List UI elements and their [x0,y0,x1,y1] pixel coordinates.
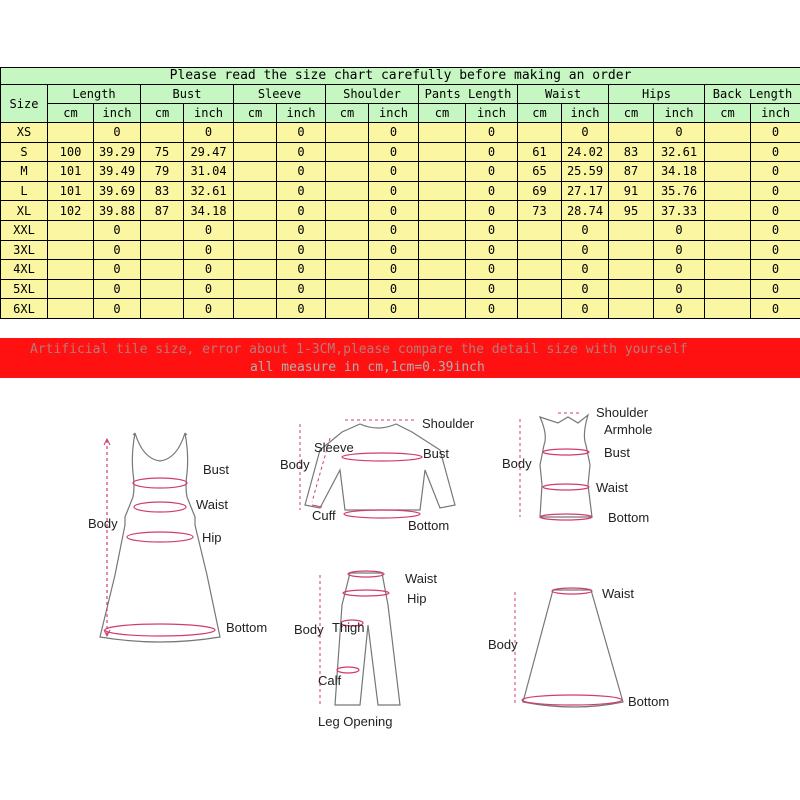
dress-hip-label: Hip [202,530,222,545]
value-cell: 0 [277,240,326,260]
value-cell [234,260,277,280]
size-cell: XXL [1,220,48,240]
value-cell: 0 [751,162,800,182]
value-cell: 0 [184,279,234,299]
value-cell: 0 [277,299,326,319]
value-cell [705,123,751,143]
value-cell: 0 [751,201,800,221]
value-cell [234,162,277,182]
value-cell: 83 [141,181,184,201]
value-cell [326,123,369,143]
value-cell: 0 [562,123,609,143]
table-row [1,181,800,201]
value-cell [326,142,369,162]
value-cell [234,299,277,319]
value-cell [609,240,654,260]
dress-waist-label: Waist [196,497,229,512]
value-cell [419,181,466,201]
value-cell [705,162,751,182]
value-cell: 0 [654,123,705,143]
value-cell: 0 [466,142,518,162]
dress-bottom-label: Bottom [226,620,268,635]
size-cell: 4XL [1,260,48,280]
value-cell [141,260,184,280]
value-cell: 0 [277,279,326,299]
dress-bottom-line [105,624,215,636]
value-cell: 0 [562,220,609,240]
unit-cm-0: cm [48,104,94,123]
value-cell [518,123,562,143]
value-cell [234,181,277,201]
value-cell: 0 [466,162,518,182]
value-cell: 0 [654,240,705,260]
value-cell: 31.04 [184,162,234,182]
value-cell: 87 [609,162,654,182]
value-cell: 0 [184,240,234,260]
value-cell [326,240,369,260]
value-cell [609,123,654,143]
value-cell: 0 [751,142,800,162]
value-cell: 0 [466,201,518,221]
value-cell: 95 [609,201,654,221]
value-cell: 0 [751,299,800,319]
value-cell: 0 [184,260,234,280]
value-cell [705,240,751,260]
vest-outline [540,415,592,517]
value-cell: 101 [48,181,94,201]
value-cell [48,279,94,299]
value-cell: 32.61 [184,181,234,201]
value-cell [419,142,466,162]
value-cell: 0 [94,240,141,260]
top-body-label: Body [280,457,310,472]
value-cell: 0 [654,260,705,280]
value-cell [419,220,466,240]
value-cell [326,220,369,240]
vest-waist-line [543,484,589,490]
value-cell [326,260,369,280]
skirt-bottom-line [522,695,622,705]
header-shoulder: Shoulder [326,85,419,104]
skirt-waist-line [552,588,592,594]
value-cell: 0 [94,279,141,299]
unit-cm-2: cm [234,104,277,123]
value-cell [141,123,184,143]
top-bust-line [342,453,422,461]
size-cell: 6XL [1,299,48,319]
unit-cm-6: cm [609,104,654,123]
table-row [1,260,800,280]
unit-inch-0: inch [94,104,141,123]
top-sleeve-label: Sleeve [314,440,354,455]
top-bottom-line [344,510,420,518]
value-cell [326,299,369,319]
value-cell [705,260,751,280]
value-cell [609,279,654,299]
value-cell [326,181,369,201]
value-cell [419,123,466,143]
skirt-bottom-label: Bottom [628,694,670,709]
value-cell: 0 [369,142,419,162]
value-cell: 61 [518,142,562,162]
header-pants-length: Pants Length [419,85,518,104]
value-cell: 0 [277,201,326,221]
value-cell: 0 [466,299,518,319]
value-cell: 0 [277,220,326,240]
unit-cm-1: cm [141,104,184,123]
value-cell: 0 [369,240,419,260]
dress-bust-line [133,478,187,488]
top-shoulder-label: Shoulder [422,416,475,431]
value-cell [141,299,184,319]
value-cell [518,240,562,260]
dress-hip-line [127,532,193,542]
unit-cm-7: cm [705,104,751,123]
value-cell: 0 [94,123,141,143]
value-cell [141,240,184,260]
header-waist: Waist [518,85,609,104]
value-cell: 0 [562,279,609,299]
value-cell [234,201,277,221]
measurement-note [0,338,800,378]
dress-waist-line [134,502,186,512]
value-cell: 0 [277,181,326,201]
value-cell: 0 [562,299,609,319]
value-cell [48,299,94,319]
value-cell [705,220,751,240]
value-cell: 0 [466,240,518,260]
value-cell: 0 [369,123,419,143]
value-cell [234,220,277,240]
value-cell: 0 [751,181,800,201]
vest-waist-label: Waist [596,480,629,495]
value-cell: 37.33 [654,201,705,221]
value-cell: 29.47 [184,142,234,162]
table-row [1,201,800,221]
top-outline [305,424,455,510]
value-cell: 0 [562,240,609,260]
size-cell: L [1,181,48,201]
skirt-body-label: Body [488,637,518,652]
header-sleeve: Sleeve [234,85,326,104]
value-cell: 0 [277,162,326,182]
value-cell [234,142,277,162]
value-cell [705,142,751,162]
value-cell: 0 [751,220,800,240]
pants-diagram [300,565,425,715]
value-cell [419,279,466,299]
value-cell [234,240,277,260]
value-cell: 39.69 [94,181,141,201]
pants-thigh-label: Thigh [332,620,365,635]
value-cell [705,181,751,201]
size-cell: XS [1,123,48,143]
value-cell: 0 [94,260,141,280]
header-bust: Bust [141,85,234,104]
value-cell: 0 [277,260,326,280]
top-cuff-label: Cuff [312,508,336,523]
chart-title: Please read the size chart carefully before making an order [1,68,800,85]
value-cell [234,279,277,299]
pants-waist-label: Waist [405,571,438,586]
value-cell: 0 [751,279,800,299]
unit-inch-3: inch [369,104,419,123]
value-cell [48,220,94,240]
header-length: Length [48,85,141,104]
value-cell: 27.17 [562,181,609,201]
value-cell: 32.61 [654,142,705,162]
value-cell: 0 [562,260,609,280]
size-cell: XL [1,201,48,221]
vest-bottom-label: Bottom [608,510,650,525]
value-cell [419,201,466,221]
value-cell: 0 [654,279,705,299]
table-row [1,299,800,319]
table-row [1,279,800,299]
vest-bust-label: Bust [604,445,631,460]
value-cell: 0 [466,279,518,299]
value-cell: 100 [48,142,94,162]
pants-waist-line [348,571,384,577]
value-cell [419,260,466,280]
unit-inch-1: inch [184,104,234,123]
value-cell: 0 [466,123,518,143]
value-cell [419,299,466,319]
unit-cm-5: cm [518,104,562,123]
header-back-length: Back Length [705,85,800,104]
value-cell [609,220,654,240]
value-cell: 0 [94,299,141,319]
table-row [1,123,800,143]
value-cell: 35.76 [654,181,705,201]
value-cell: 0 [369,279,419,299]
table-row [1,220,800,240]
value-cell: 0 [654,299,705,319]
size-column-header: Size [1,85,48,123]
value-cell: 0 [369,201,419,221]
top-bust-label: Bust [423,446,450,461]
value-cell: 87 [141,201,184,221]
value-cell [48,240,94,260]
value-cell: 34.18 [184,201,234,221]
value-cell: 0 [751,240,800,260]
table-row [1,240,800,260]
value-cell [326,162,369,182]
skirt-waist-label: Waist [602,586,635,601]
value-cell: 0 [654,220,705,240]
value-cell [48,123,94,143]
top-bottom-label: Bottom [408,518,450,533]
size-cell: S [1,142,48,162]
value-cell: 39.49 [94,162,141,182]
dress-body-label: Body [88,516,118,531]
value-cell: 0 [751,123,800,143]
value-cell: 73 [518,201,562,221]
value-cell: 0 [184,220,234,240]
value-cell [419,162,466,182]
value-cell: 0 [184,123,234,143]
note-line-2: all measure in cm,1cm=0.39inch [250,360,485,375]
value-cell: 0 [369,299,419,319]
unit-inch-7: inch [751,104,800,123]
value-cell: 0 [369,220,419,240]
value-cell: 0 [184,299,234,319]
value-cell: 0 [277,123,326,143]
value-cell [141,279,184,299]
unit-cm-4: cm [419,104,466,123]
value-cell: 28.74 [562,201,609,221]
value-cell [419,240,466,260]
value-cell: 101 [48,162,94,182]
value-cell: 79 [141,162,184,182]
table-row [1,142,800,162]
value-cell [705,299,751,319]
skirt-outline [523,590,623,707]
value-cell: 0 [466,181,518,201]
vest-shoulder-label: Shoulder [596,405,649,420]
value-cell: 24.02 [562,142,609,162]
value-cell: 39.29 [94,142,141,162]
header-hips: Hips [609,85,705,104]
size-cell: 5XL [1,279,48,299]
unit-inch-5: inch [562,104,609,123]
size-cell: 3XL [1,240,48,260]
vest-bust-line [543,449,589,455]
value-cell: 75 [141,142,184,162]
value-cell [705,279,751,299]
value-cell: 65 [518,162,562,182]
unit-inch-2: inch [277,104,326,123]
value-cell [48,260,94,280]
value-cell [518,220,562,240]
table-row [1,162,800,182]
note-line-1: Artificial tile size, error about 1-3CM,please compare the detail size with yourself [30,342,688,357]
pants-hip-label: Hip [407,591,427,606]
value-cell: 69 [518,181,562,201]
value-cell: 0 [369,162,419,182]
value-cell [609,260,654,280]
value-cell [326,279,369,299]
value-cell [518,260,562,280]
value-cell: 0 [466,260,518,280]
size-cell: M [1,162,48,182]
unit-cm-3: cm [326,104,369,123]
value-cell: 0 [277,142,326,162]
value-cell: 25.59 [562,162,609,182]
value-cell: 34.18 [654,162,705,182]
unit-inch-6: inch [654,104,705,123]
value-cell: 102 [48,201,94,221]
value-cell [609,299,654,319]
value-cell: 0 [751,260,800,280]
value-cell [141,220,184,240]
size-table [0,67,800,319]
value-cell [234,123,277,143]
pants-calf-label: Calf [318,673,342,688]
value-cell: 0 [466,220,518,240]
value-cell: 0 [369,181,419,201]
size-chart [0,67,800,319]
value-cell: 83 [609,142,654,162]
value-cell: 0 [94,220,141,240]
value-cell: 0 [369,260,419,280]
value-cell [518,299,562,319]
pants-hip-line [343,590,389,596]
value-cell: 39.88 [94,201,141,221]
pants-leg-opening-label: Leg Opening [318,714,393,729]
value-cell [518,279,562,299]
vest-armhole-label: Armhole [604,422,653,437]
dress-bust-label: Bust [203,462,230,477]
vest-body-label: Body [502,456,532,471]
pants-outline [335,573,400,705]
value-cell [326,201,369,221]
value-cell [705,201,751,221]
pants-body-label: Body [294,622,324,637]
value-cell: 91 [609,181,654,201]
unit-inch-4: inch [466,104,518,123]
